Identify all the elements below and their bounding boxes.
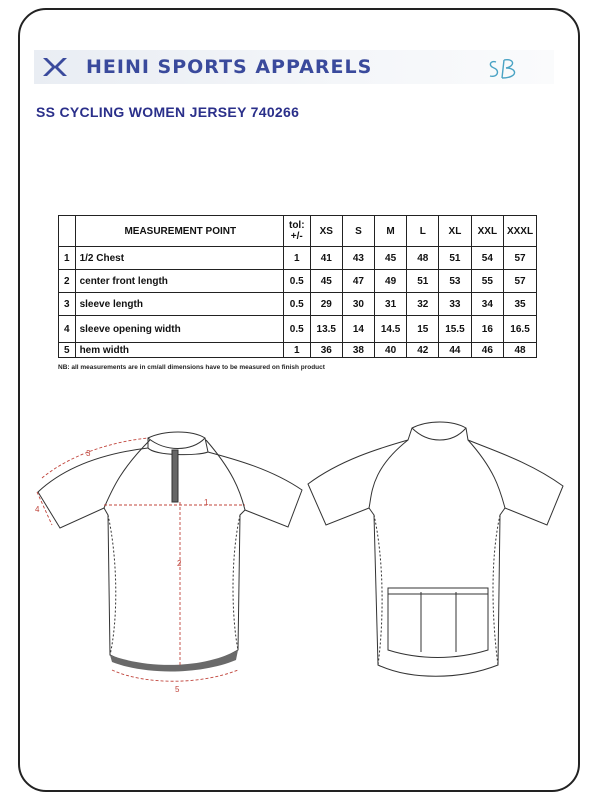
row-value: 14 <box>342 316 374 343</box>
row-value: 34 <box>471 293 503 316</box>
table-header-row <box>59 216 537 247</box>
col-number-header <box>59 216 76 247</box>
row-number: 2 <box>59 270 76 293</box>
row-number: 5 <box>59 343 76 358</box>
row-value: 16.5 <box>504 316 537 343</box>
hs-logo-icon <box>42 56 68 78</box>
row-tolerance: 1 <box>283 247 310 270</box>
marker-1: 1 <box>204 498 209 507</box>
row-value: 41 <box>310 247 342 270</box>
col-size-header: M <box>374 216 406 247</box>
table-row <box>59 343 537 358</box>
row-point: hem width <box>75 343 283 358</box>
row-value: 47 <box>342 270 374 293</box>
row-value: 57 <box>504 270 537 293</box>
row-value: 15 <box>407 316 439 343</box>
row-value: 46 <box>471 343 503 358</box>
brand-name: HEINI SPORTS APPARELS <box>86 56 373 78</box>
row-tolerance: 0.5 <box>283 316 310 343</box>
table-row <box>59 316 537 343</box>
row-value: 16 <box>471 316 503 343</box>
row-number: 3 <box>59 293 76 316</box>
row-number: 4 <box>59 316 76 343</box>
marker-3: 3 <box>86 449 91 458</box>
row-value: 49 <box>374 270 406 293</box>
row-value: 44 <box>439 343 471 358</box>
row-value: 38 <box>342 343 374 358</box>
marker-4: 4 <box>35 505 40 514</box>
row-value: 33 <box>439 293 471 316</box>
row-value: 32 <box>407 293 439 316</box>
row-value: 14.5 <box>374 316 406 343</box>
col-point-header: MEASUREMENT POINT <box>75 216 283 247</box>
row-value: 45 <box>310 270 342 293</box>
row-value: 30 <box>342 293 374 316</box>
col-size-header: L <box>407 216 439 247</box>
jersey-technical-drawing <box>0 420 600 710</box>
row-point: sleeve length <box>75 293 283 316</box>
row-point: sleeve opening width <box>75 316 283 343</box>
row-value: 48 <box>504 343 537 358</box>
row-value: 45 <box>374 247 406 270</box>
jersey-front <box>38 432 302 667</box>
zipper-icon <box>172 450 178 502</box>
row-number: 1 <box>59 247 76 270</box>
row-value: 55 <box>471 270 503 293</box>
row-value: 51 <box>439 247 471 270</box>
row-value: 57 <box>504 247 537 270</box>
row-value: 29 <box>310 293 342 316</box>
row-value: 13.5 <box>310 316 342 343</box>
col-tolerance-header: tol: +/- <box>283 216 310 247</box>
row-point: center front length <box>75 270 283 293</box>
row-value: 54 <box>471 247 503 270</box>
col-size-header: S <box>342 216 374 247</box>
row-point: 1/2 Chest <box>75 247 283 270</box>
row-value: 48 <box>407 247 439 270</box>
row-value: 51 <box>407 270 439 293</box>
row-value: 35 <box>504 293 537 316</box>
col-size-header: XL <box>439 216 471 247</box>
measurement-table <box>58 215 537 358</box>
table-row <box>59 247 537 270</box>
col-size-header: XXL <box>471 216 503 247</box>
row-value: 43 <box>342 247 374 270</box>
jersey-back <box>308 422 563 676</box>
marker-5: 5 <box>175 685 180 694</box>
measurement-note: NB: all measurements are in cm/all dimensions have to be measured on finish product <box>58 364 325 371</box>
row-tolerance: 0.5 <box>283 270 310 293</box>
row-tolerance: 1 <box>283 343 310 358</box>
row-value: 31 <box>374 293 406 316</box>
row-value: 42 <box>407 343 439 358</box>
row-tolerance: 0.5 <box>283 293 310 316</box>
row-value: 36 <box>310 343 342 358</box>
row-value: 53 <box>439 270 471 293</box>
col-size-header: XS <box>310 216 342 247</box>
col-size-header: XXXL <box>504 216 537 247</box>
row-value: 40 <box>374 343 406 358</box>
row-value: 15.5 <box>439 316 471 343</box>
sb-signature-icon <box>486 56 526 82</box>
table-row <box>59 293 537 316</box>
document-title: SS CYCLING WOMEN JERSEY 740266 <box>36 104 300 120</box>
table-row <box>59 270 537 293</box>
marker-2: 2 <box>177 559 182 568</box>
